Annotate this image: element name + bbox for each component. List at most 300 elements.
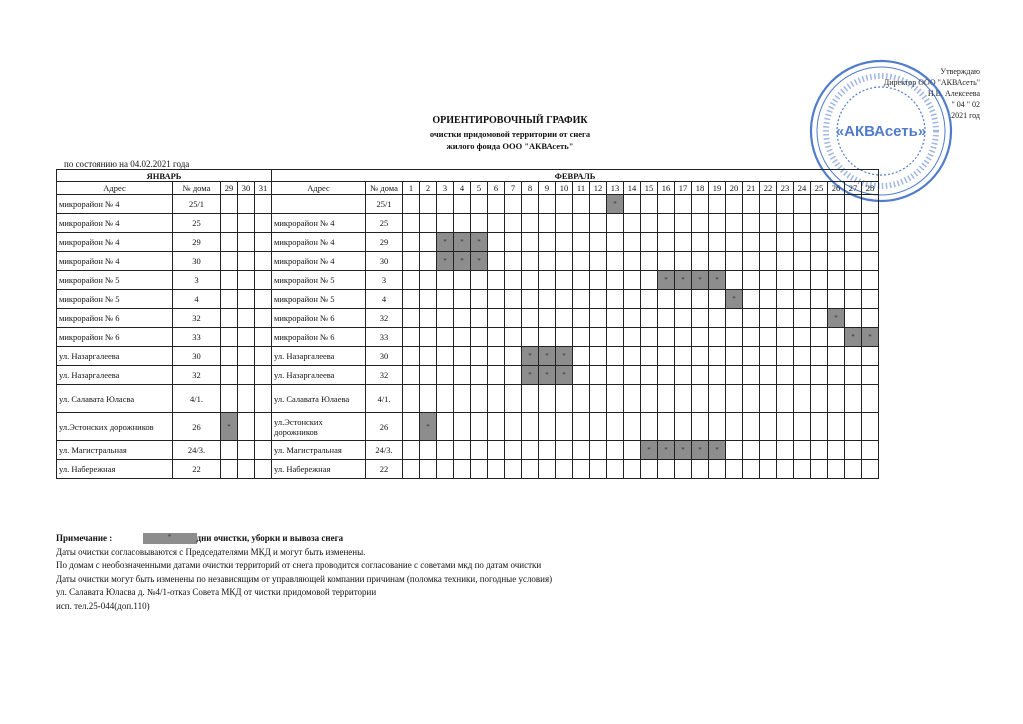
day-cell [556, 441, 573, 460]
address-cell: микрорайон № 5 [272, 290, 366, 309]
day-cell [862, 252, 879, 271]
day-cell [471, 413, 488, 441]
day-cell [238, 271, 255, 290]
day-cell [420, 385, 437, 413]
day-cell [624, 252, 641, 271]
address-cell: микрорайон № 6 [272, 328, 366, 347]
day-cell [811, 271, 828, 290]
day-header: 8 [522, 182, 539, 195]
table-row [57, 347, 879, 366]
day-cell [811, 460, 828, 479]
day-header: 11 [573, 182, 590, 195]
day-header: 7 [505, 182, 522, 195]
day-cell [641, 271, 658, 290]
title-subtitle: очистки придомовой территории от снега [429, 129, 591, 139]
day-cell [454, 366, 471, 385]
day-cell [828, 385, 845, 413]
address-cell: ул. Набережная [57, 460, 173, 479]
day-cell [828, 347, 845, 366]
day-cell [658, 328, 675, 347]
day-cell [862, 366, 879, 385]
day-cell [238, 347, 255, 366]
day-cell [658, 252, 675, 271]
address-cell: ул. Магистральная [57, 441, 173, 460]
day-header: 29 [221, 182, 238, 195]
cleaning-day-cell: * [675, 441, 692, 460]
day-cell [437, 309, 454, 328]
day-cell [692, 413, 709, 441]
day-cell [726, 413, 743, 441]
day-cell [862, 309, 879, 328]
address-cell: микрорайон № 4 [57, 252, 173, 271]
day-cell [505, 195, 522, 214]
day-cell [845, 252, 862, 271]
house-number-cell: 24/3. [366, 441, 403, 460]
day-cell [573, 271, 590, 290]
day-cell [522, 195, 539, 214]
day-cell [777, 460, 794, 479]
day-cell [760, 347, 777, 366]
day-cell [556, 214, 573, 233]
day-cell [641, 385, 658, 413]
day-cell [777, 195, 794, 214]
cleaning-day-cell: * [437, 252, 454, 271]
house-number-cell: 32 [366, 366, 403, 385]
day-header: 20 [726, 182, 743, 195]
day-cell [238, 413, 255, 441]
address-cell: микрорайон № 4 [57, 214, 173, 233]
day-cell [590, 195, 607, 214]
day-cell [845, 233, 862, 252]
house-number-cell: 29 [366, 233, 403, 252]
day-cell [641, 252, 658, 271]
day-cell [794, 413, 811, 441]
day-cell [522, 460, 539, 479]
day-cell [255, 233, 272, 252]
day-cell [221, 214, 238, 233]
day-cell [573, 195, 590, 214]
day-cell [403, 214, 420, 233]
col-house-header: № дома [173, 182, 221, 195]
cleaning-day-cell: * [522, 347, 539, 366]
day-cell [238, 290, 255, 309]
address-cell: ул. Магистральная [272, 441, 366, 460]
day-cell [238, 460, 255, 479]
day-cell [624, 347, 641, 366]
cleaning-day-cell: * [709, 271, 726, 290]
day-cell [420, 441, 437, 460]
day-header: 19 [709, 182, 726, 195]
house-number-cell: 30 [173, 347, 221, 366]
day-cell [556, 195, 573, 214]
day-cell [845, 195, 862, 214]
cleaning-day-cell: * [845, 328, 862, 347]
table-row [57, 441, 879, 460]
day-cell [403, 413, 420, 441]
day-cell [471, 441, 488, 460]
day-cell [454, 271, 471, 290]
house-number-cell: 25 [173, 214, 221, 233]
day-cell [539, 290, 556, 309]
day-cell [454, 214, 471, 233]
note-line: Даты очистки согласовываются с Председателями МКД и могут быть изменены. [56, 546, 366, 557]
day-cell [221, 271, 238, 290]
day-cell [692, 366, 709, 385]
day-cell [221, 366, 238, 385]
day-cell [726, 233, 743, 252]
day-cell [692, 214, 709, 233]
day-cell [658, 290, 675, 309]
day-cell [522, 214, 539, 233]
day-cell [471, 214, 488, 233]
day-cell [238, 385, 255, 413]
day-cell [624, 413, 641, 441]
day-cell [437, 441, 454, 460]
cleaning-day-cell: * [862, 328, 879, 347]
day-cell [675, 214, 692, 233]
legend-swatch: * [143, 533, 197, 544]
day-cell [505, 271, 522, 290]
day-header: 3 [437, 182, 454, 195]
day-cell [454, 460, 471, 479]
day-cell [760, 441, 777, 460]
day-cell [709, 309, 726, 328]
day-cell [238, 195, 255, 214]
day-cell [726, 195, 743, 214]
day-cell [641, 328, 658, 347]
day-cell [573, 385, 590, 413]
day-cell [811, 441, 828, 460]
day-cell [420, 233, 437, 252]
day-cell [607, 413, 624, 441]
day-cell [726, 347, 743, 366]
note-line: Даты очистки могут быть изменены по независящим от управляющей компании причинам (поломка техники, погодные условия) [56, 573, 553, 584]
day-cell [437, 347, 454, 366]
day-cell [760, 195, 777, 214]
cleaning-day-cell: * [471, 252, 488, 271]
day-cell [760, 328, 777, 347]
day-cell [403, 271, 420, 290]
day-cell [641, 413, 658, 441]
day-cell [539, 441, 556, 460]
day-cell [607, 347, 624, 366]
day-cell [505, 309, 522, 328]
day-header: 14 [624, 182, 641, 195]
house-number-cell: 25/1 [173, 195, 221, 214]
day-cell [862, 347, 879, 366]
day-cell [471, 290, 488, 309]
notes-label: Примечание : [56, 533, 113, 543]
day-cell [221, 328, 238, 347]
day-cell [471, 347, 488, 366]
day-cell [488, 233, 505, 252]
day-cell [573, 460, 590, 479]
day-cell [488, 385, 505, 413]
day-cell [488, 271, 505, 290]
day-cell [505, 413, 522, 441]
day-cell [811, 214, 828, 233]
title-subtitle-company: жилого фонда ООО "АКВАсеть" [446, 141, 574, 151]
day-cell [255, 271, 272, 290]
day-cell [437, 460, 454, 479]
day-cell [811, 233, 828, 252]
house-number-cell: 30 [366, 252, 403, 271]
day-cell [624, 460, 641, 479]
address-cell [272, 195, 366, 214]
day-cell [743, 366, 760, 385]
day-header: 2 [420, 182, 437, 195]
day-cell [522, 233, 539, 252]
address-cell: ул.Эстонских дорожников [272, 413, 366, 441]
day-cell [709, 195, 726, 214]
approval-line: Утверждаю [940, 67, 980, 76]
day-cell [675, 328, 692, 347]
day-cell [556, 328, 573, 347]
day-cell [454, 385, 471, 413]
cleaning-day-cell: * [828, 309, 845, 328]
day-cell [760, 271, 777, 290]
day-cell [624, 309, 641, 328]
cleaning-day-cell: * [692, 441, 709, 460]
day-cell [845, 347, 862, 366]
day-cell [828, 195, 845, 214]
day-cell [726, 441, 743, 460]
day-cell [811, 252, 828, 271]
day-cell [573, 252, 590, 271]
day-cell [403, 309, 420, 328]
day-cell [658, 385, 675, 413]
day-cell [403, 385, 420, 413]
day-cell [437, 271, 454, 290]
day-cell [658, 214, 675, 233]
day-cell [471, 195, 488, 214]
house-number-cell: 33 [173, 328, 221, 347]
house-number-cell: 3 [366, 271, 403, 290]
day-cell [777, 385, 794, 413]
house-number-cell: 33 [366, 328, 403, 347]
day-cell [743, 252, 760, 271]
day-cell [505, 233, 522, 252]
day-cell [539, 252, 556, 271]
address-cell: микрорайон № 5 [272, 271, 366, 290]
house-number-cell: 30 [173, 252, 221, 271]
day-cell [505, 290, 522, 309]
day-header: 10 [556, 182, 573, 195]
day-cell [794, 385, 811, 413]
day-cell [255, 441, 272, 460]
day-cell [709, 252, 726, 271]
house-number-cell: 30 [366, 347, 403, 366]
day-cell [624, 441, 641, 460]
day-cell [777, 413, 794, 441]
day-cell [255, 195, 272, 214]
day-cell [641, 195, 658, 214]
day-cell [255, 309, 272, 328]
day-cell [437, 328, 454, 347]
day-cell [726, 460, 743, 479]
day-cell [828, 366, 845, 385]
day-header: 26 [828, 182, 845, 195]
day-cell [556, 309, 573, 328]
day-cell [403, 233, 420, 252]
address-cell: ул. Назаргалеева [57, 347, 173, 366]
day-cell [454, 290, 471, 309]
day-cell [403, 366, 420, 385]
day-cell [590, 214, 607, 233]
as-of-date: по состоянию на 04.02.2021 года [64, 159, 190, 169]
table-row [57, 271, 879, 290]
day-cell [573, 441, 590, 460]
day-cell [675, 366, 692, 385]
day-cell [522, 328, 539, 347]
day-cell [692, 460, 709, 479]
day-cell [692, 195, 709, 214]
day-cell [811, 385, 828, 413]
day-cell [255, 366, 272, 385]
day-header: 12 [590, 182, 607, 195]
cleaning-day-cell: * [726, 290, 743, 309]
house-number-cell: 4/1. [173, 385, 221, 413]
cleaning-day-cell: * [658, 441, 675, 460]
day-cell [403, 290, 420, 309]
day-cell [726, 385, 743, 413]
day-header: 24 [794, 182, 811, 195]
day-cell [709, 366, 726, 385]
approval-line: Н.В. Алексеева [927, 89, 980, 98]
day-cell [573, 309, 590, 328]
address-cell: ул.Эстонских дорожников [57, 413, 173, 441]
day-cell [420, 271, 437, 290]
day-cell [420, 328, 437, 347]
day-header: 6 [488, 182, 505, 195]
day-cell [862, 233, 879, 252]
note-line: По домам с необозначенными датами очистки территорий от снега проводится согласование с советами мкд по датам очистки [56, 560, 542, 570]
day-cell [437, 214, 454, 233]
col-house-header: № дома [366, 182, 403, 195]
address-cell: микрорайон № 4 [272, 233, 366, 252]
day-cell [709, 460, 726, 479]
day-cell [488, 441, 505, 460]
day-cell [454, 441, 471, 460]
day-cell [794, 441, 811, 460]
day-cell [811, 309, 828, 328]
day-cell [590, 271, 607, 290]
day-cell [573, 214, 590, 233]
notes-block [56, 532, 552, 613]
day-cell [488, 195, 505, 214]
day-cell [471, 271, 488, 290]
day-cell [692, 385, 709, 413]
day-cell [760, 460, 777, 479]
day-cell [743, 233, 760, 252]
day-cell [862, 385, 879, 413]
day-cell [743, 347, 760, 366]
address-cell: ул. Назаргалеева [57, 366, 173, 385]
table-row [57, 252, 879, 271]
day-cell [573, 233, 590, 252]
day-cell [590, 347, 607, 366]
day-cell [539, 309, 556, 328]
day-cell [641, 233, 658, 252]
day-cell [709, 214, 726, 233]
day-header: 4 [454, 182, 471, 195]
day-cell [471, 460, 488, 479]
day-cell [675, 460, 692, 479]
day-cell [556, 460, 573, 479]
day-cell [794, 195, 811, 214]
address-cell: ул. Назаргалеева [272, 347, 366, 366]
day-cell [539, 214, 556, 233]
day-cell [658, 366, 675, 385]
day-cell [488, 290, 505, 309]
address-cell: ул. Назаргалеева [272, 366, 366, 385]
day-cell [675, 385, 692, 413]
day-cell [556, 271, 573, 290]
cleaning-day-cell: * [221, 413, 238, 441]
day-cell [255, 413, 272, 441]
day-cell [845, 441, 862, 460]
cleaning-day-cell: * [471, 233, 488, 252]
day-cell [828, 271, 845, 290]
house-number-cell: 32 [173, 309, 221, 328]
day-cell [777, 309, 794, 328]
address-cell: микрорайон № 6 [57, 309, 173, 328]
day-cell [488, 252, 505, 271]
day-cell [811, 290, 828, 309]
day-cell [255, 385, 272, 413]
day-cell [221, 460, 238, 479]
cleaning-day-cell: * [539, 366, 556, 385]
col-address-header: Адрес [57, 182, 173, 195]
day-cell [607, 214, 624, 233]
day-cell [607, 233, 624, 252]
day-cell [607, 460, 624, 479]
day-cell [624, 233, 641, 252]
day-cell [777, 366, 794, 385]
address-cell: микрорайон № 5 [57, 271, 173, 290]
day-cell [760, 290, 777, 309]
day-cell [675, 347, 692, 366]
day-cell [221, 385, 238, 413]
day-cell [505, 460, 522, 479]
day-cell [255, 290, 272, 309]
day-cell [777, 233, 794, 252]
day-cell [488, 214, 505, 233]
day-cell [811, 347, 828, 366]
day-cell [607, 252, 624, 271]
day-cell [590, 328, 607, 347]
day-cell [454, 328, 471, 347]
house-number-cell: 29 [173, 233, 221, 252]
day-cell [255, 347, 272, 366]
document-title [300, 114, 720, 152]
day-cell [255, 328, 272, 347]
cleaning-day-cell: * [522, 366, 539, 385]
day-cell [709, 413, 726, 441]
day-cell [488, 366, 505, 385]
day-cell [658, 413, 675, 441]
month-header-row [57, 170, 879, 182]
day-header: 13 [607, 182, 624, 195]
day-cell [709, 385, 726, 413]
day-cell [573, 347, 590, 366]
day-cell [726, 309, 743, 328]
day-cell [522, 309, 539, 328]
day-cell [760, 413, 777, 441]
day-header: 23 [777, 182, 794, 195]
title-main: ОРИЕНТИРОВОЧНЫЙ ГРАФИК [432, 115, 588, 126]
day-cell [539, 195, 556, 214]
